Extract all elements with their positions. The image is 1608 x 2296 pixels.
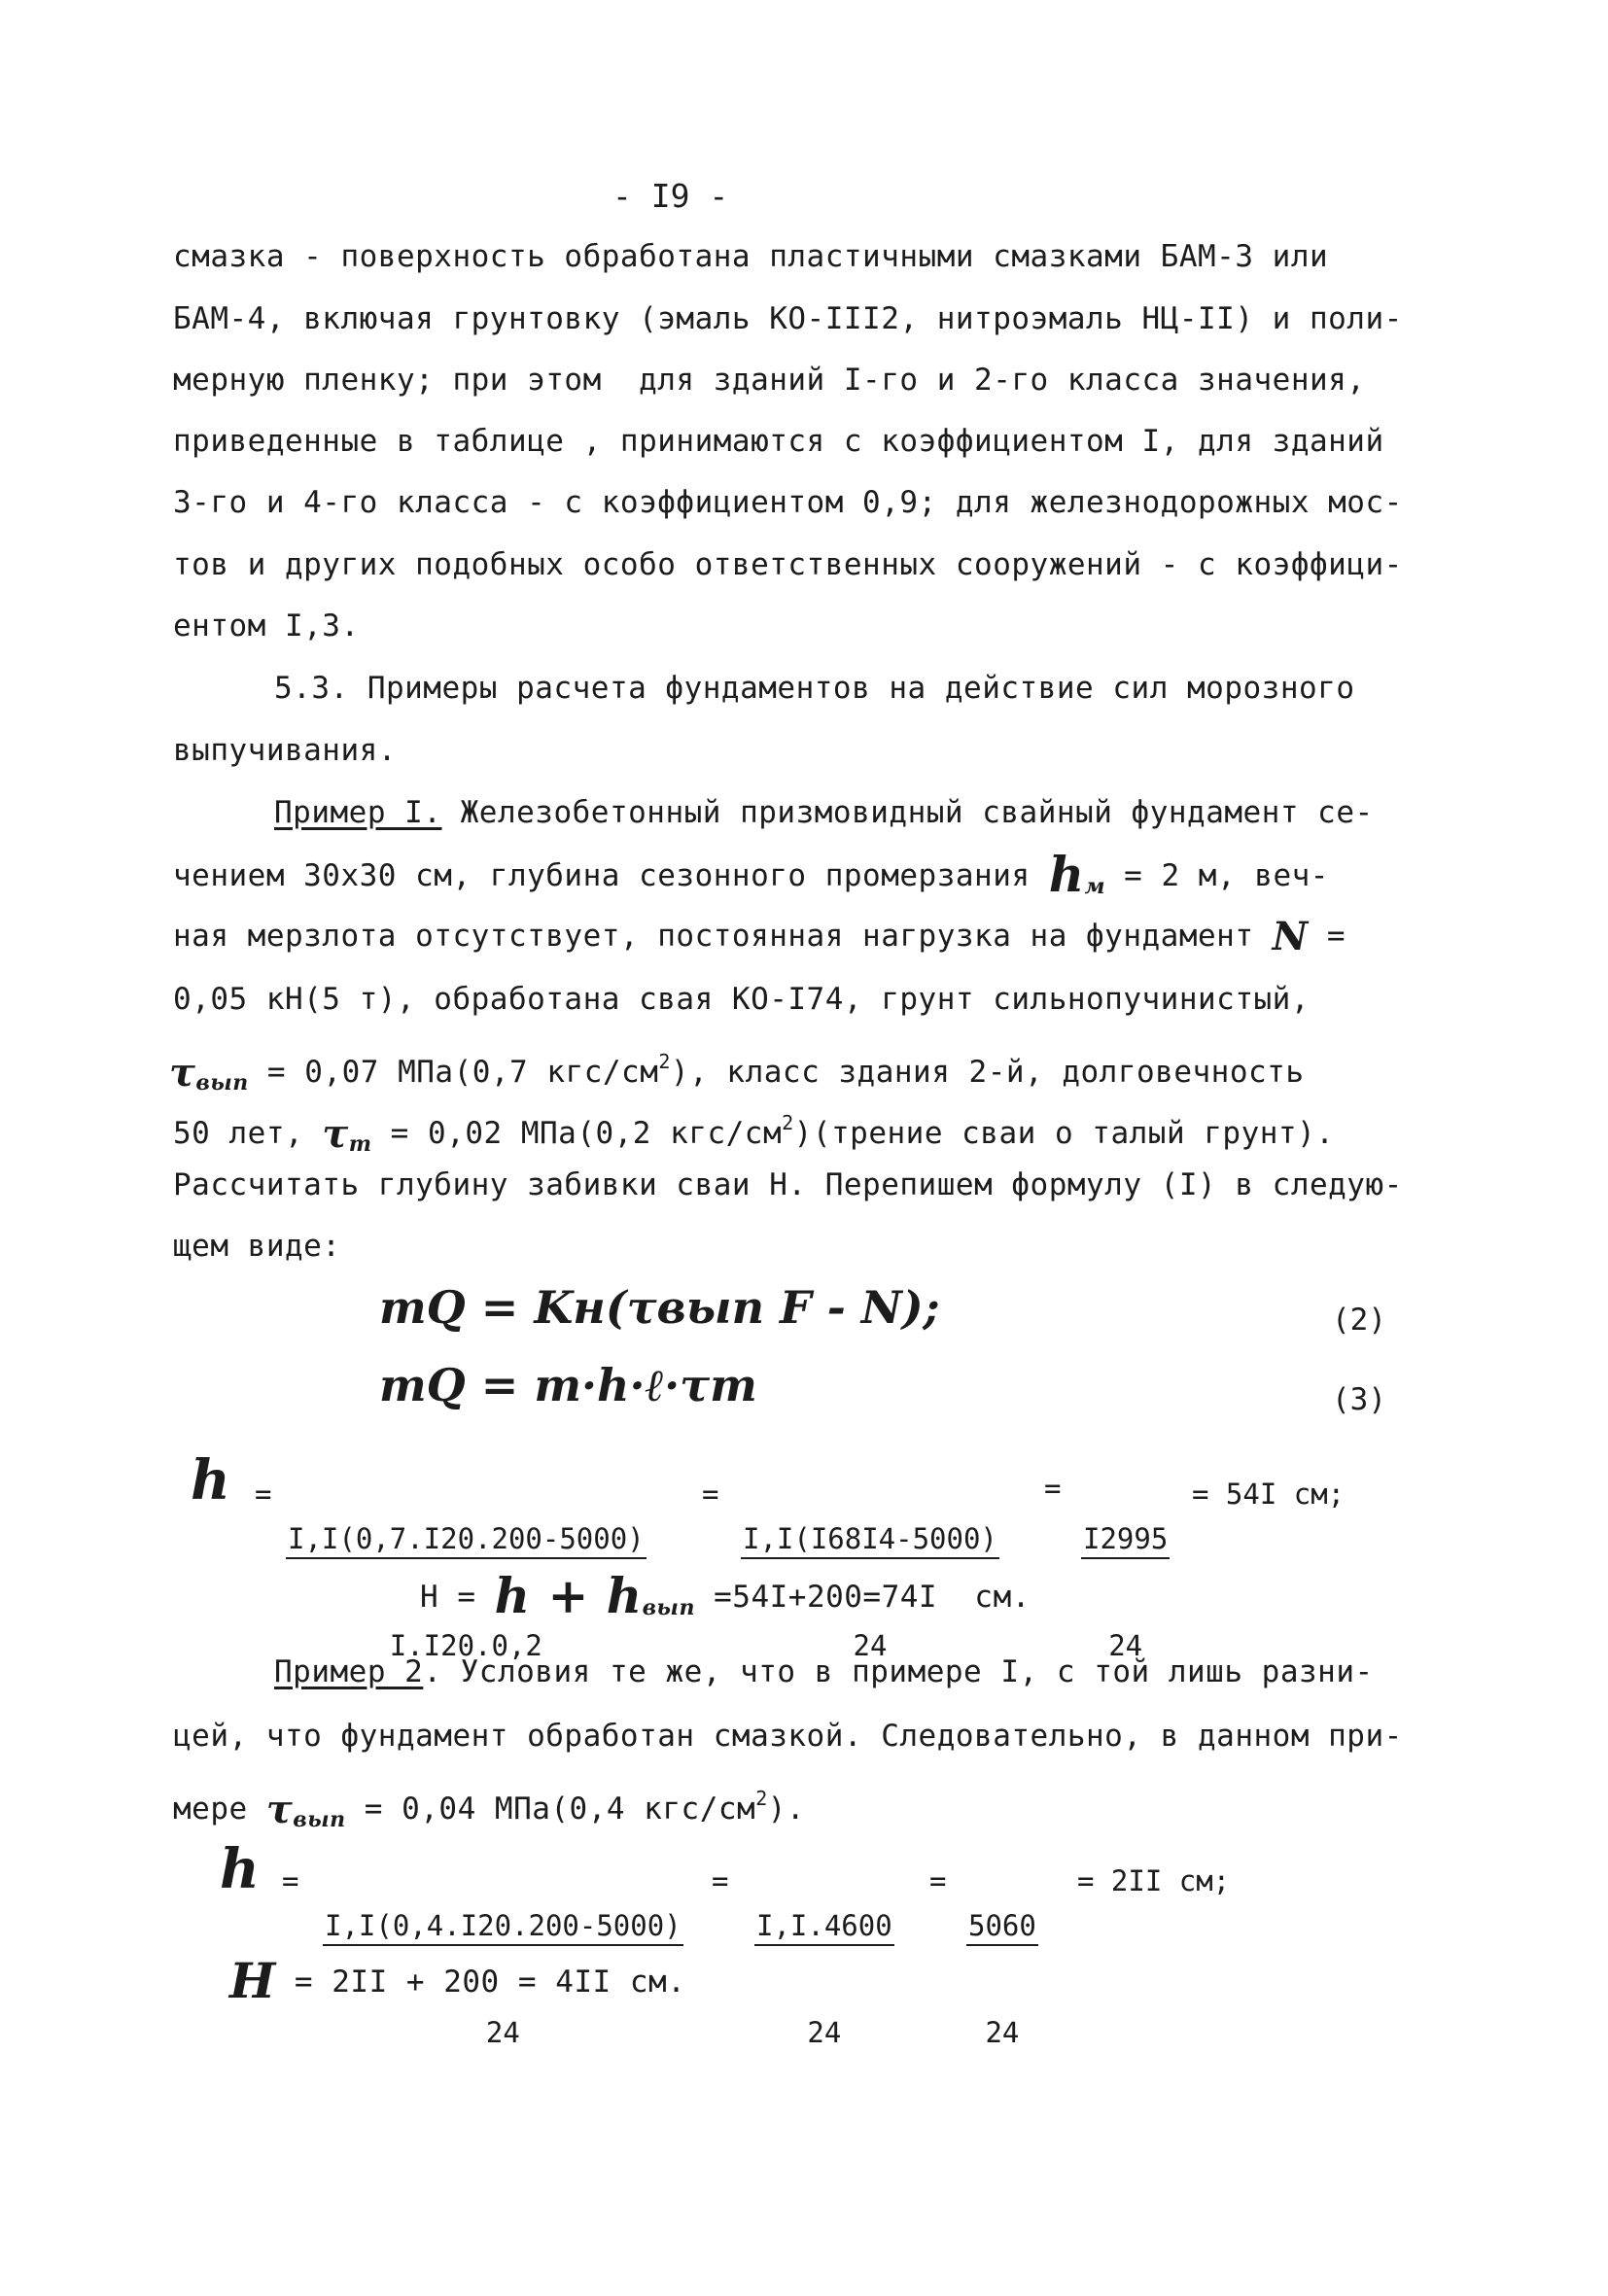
example1-line: $\tau_{вып} = 0,07$ МПа(0,7 кгс/$см^2$), класс здания 2-й, долговечность (169, 1050, 1305, 1096)
fraction: $\frac{I,I(I68I4-5000)}{24}$ (743, 1522, 997, 1662)
example1-line: 50 лет, $\tau_т = 0,02$ МПа(0,2 кгс/$см^2)(трение$ сваи о талый грунт). (173, 1111, 1335, 1157)
H-equation: $Н = h + h_{вып} =54I+200=74I$ см. (420, 1567, 1031, 1624)
result: = 2II см; (1077, 1864, 1231, 1897)
paragraph-line: 3-го и 4-го класса - с коэффициентом 0,9; для железнодорожных мос- (173, 485, 1403, 520)
example1-line: ная мерзлота отсутствует, постоянная нагрузка на фундамент N = (173, 914, 1346, 959)
fraction: $\frac{I,I(0,4.I20.200-5000)}{24}$ (325, 1909, 682, 2049)
equation-number: (2) (1332, 1303, 1386, 1338)
example2-label: Пример 2 (274, 1654, 424, 1689)
example2-line: мере $\tau_{вып} = 0,04$ МПа(0,4 кгс/$см^2$). (173, 1787, 806, 1832)
formula-3: mQ = m·h·ℓ·τт (379, 1359, 757, 1411)
paragraph-line: БАМ-4, включая грунтовку (эмаль КО-III2, нитроэмаль НЦ-II) и поли- (173, 301, 1403, 336)
paragraph-line: смазка - поверхность обработана пластичными смазками БАМ-3 или (173, 239, 1329, 274)
formula-2: mQ = Kн(τвып F - N); (379, 1281, 940, 1334)
symbol-N: N (1272, 914, 1309, 959)
example1-line: чением 30х30 см, глубина сезонного промерзания $h_м = 2$ м, веч- (173, 846, 1329, 903)
equals-sign: = (702, 1478, 719, 1511)
symbol-tau-t: τ (322, 1111, 349, 1157)
page-number: - I9 - (612, 177, 729, 215)
example1-line: щем виде: (173, 1229, 341, 1264)
paragraph-line: мерную пленку; при этом для зданий I-го и 2-го класса значения, (173, 363, 1366, 398)
equation-number: (3) (1332, 1382, 1386, 1417)
example1-label: Пример I. (274, 795, 442, 830)
calc-h-symbol: h (191, 1448, 230, 1513)
example1-line: Пример I. Железобетонный призмовидный свайный фундамент се- (274, 795, 1374, 830)
example1-line: 0,05 кН(5 т), обработана свая КО-I74, грунт сильнопучинистый, (173, 982, 1310, 1017)
example2-line: Пример 2. Условия те же, что в примере I, с той лишь разни- (274, 1654, 1374, 1689)
equals-sign: = (1044, 1472, 1062, 1505)
fraction: $\frac{I2995}{24}$ (1083, 1522, 1169, 1662)
example1-line: Рассчитать глубину забивки сваи Н. Перепишем формулу (I) в следую- (173, 1167, 1403, 1202)
fraction: $\frac{I,I(0,7.I20.200-5000)}{I.I20.0,2}$ (288, 1522, 645, 1662)
calc-h-symbol: h (220, 1837, 260, 1901)
result: = 54I см; (1192, 1478, 1346, 1511)
symbol-h: h (1048, 846, 1085, 903)
equals-sign: = (712, 1864, 729, 1897)
section-heading: 5.3. Примеры расчета фундаментов на действие сил морозного (274, 671, 1355, 706)
example2-line: цей, что фундамент обработан смазкой. Следовательно, в данном при- (173, 1719, 1403, 1754)
symbol-tau: τ (265, 1787, 294, 1832)
symbol-tau: τ (169, 1050, 196, 1096)
equals-sign: = (282, 1864, 299, 1897)
equals-sign: = (255, 1478, 272, 1511)
fraction: $\frac{I,I.4600}{24}$ (756, 1909, 892, 2049)
fraction: $\frac{5060}{24}$ (968, 1909, 1036, 2049)
section-heading-cont: выпучивания. (173, 733, 397, 768)
equals-sign: = (929, 1864, 947, 1897)
H-result-line: H = 2II + 200 = 4II см. (229, 1952, 686, 2009)
paragraph-line: ентом I,3. (173, 609, 360, 644)
paragraph-line: тов и других подобных особо ответственных сооружений - с коэффици- (173, 547, 1403, 582)
paragraph-line: приведенные в таблице , принимаются с коэффициентом I, для зданий (173, 424, 1384, 459)
